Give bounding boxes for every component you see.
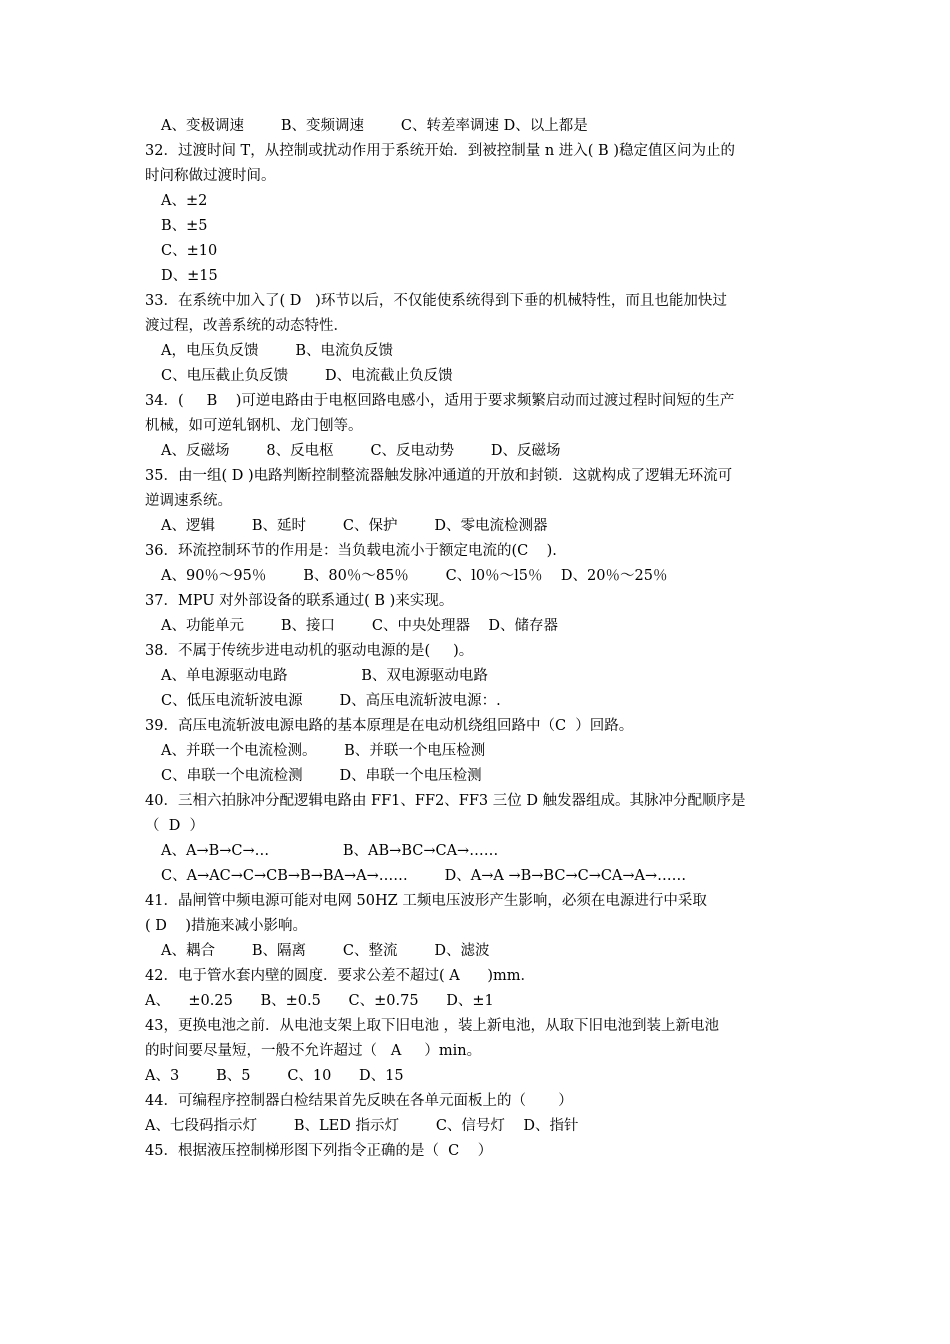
- question-text-line: 40．三相六拍脉冲分配逻辑电路由 FF1、FF2、FF3 三位 D 触发器组成。其脉冲分配顺序是: [145, 793, 746, 809]
- question-text-line: 39．高压电流斩波电源电路的基本原理是在电动机绕组回路中（C ）回路。: [145, 718, 634, 734]
- question-text-line: 33．在系统中加入了( D )环节以后，不仅能使系统得到下垂的机械特性，而且也能加快过: [145, 293, 727, 309]
- answer-option-line: A、逻辑 B、延时 C、保护 D、零电流检测器: [161, 518, 548, 534]
- question-text-line: A、 ±0.25 B、±0.5 C、±0.75 D、±1: [145, 993, 494, 1009]
- question-text-line: 34．( B )可逆电路由于电枢回路电感小，适用于要求频繁启动而过渡过程时间短的生产: [145, 393, 735, 409]
- question-text-line: ( D )措施来减小影响。: [145, 918, 307, 934]
- question-text-line: 渡过程，改善系统的动态特性．: [145, 318, 348, 334]
- question-text-line: 38．不属于传统步进电动机的驱动电源的是( )。: [145, 643, 474, 659]
- answer-option-line: A、耦合 B、隔离 C、整流 D、滤波: [161, 943, 490, 959]
- answer-option-line: B、±5: [161, 218, 208, 234]
- question-text-line: 逆调速系统。: [145, 493, 232, 509]
- answer-option-line: C、A→AC→C→CB→B→BA→A→…… D、A→A →B→BC→C→CA→A→……: [161, 868, 687, 884]
- question-text-line: 45．根据液压控制梯形图下列指令正确的是（ C ）: [145, 1143, 493, 1159]
- question-text-line: 32．过渡时间 T，从控制或扰动作用于系统开始．到被控制量 n 进入( B )稳定值区问为止的: [145, 143, 735, 159]
- answer-option-line: C、串联一个电流检测 D、串联一个电压检测: [161, 768, 482, 784]
- question-text-line: 35．由一组( D )电路判断控制整流器触发脉冲通道的开放和封锁．这就构成了逻辑无环流可: [145, 468, 733, 484]
- question-text-line: 机械，如可逆轧钢机、龙门刨等。: [145, 418, 363, 434]
- question-text-line: 41．晶闸管中频电源可能对电网 50HZ 工频电压波形产生影响，必须在电源进行中采取: [145, 893, 707, 909]
- question-text-line: （ D ）: [145, 818, 205, 834]
- question-text-line: 44．可编程序控制器白检结果首先反映在各单元面板上的（ ）: [145, 1093, 573, 1109]
- answer-option-line: C、低压电流斩波电源 D、高压电流斩波电源：.: [161, 693, 501, 709]
- answer-option-line: A、并联一个电流检测。 B、并联一个电压检测: [161, 743, 486, 759]
- answer-option-line: A、90％～95％ B、80％～85％ C、l0％～l5％ D、20％～25％: [161, 568, 668, 584]
- answer-option-line: C、电压截止负反馈 D、电流截止负反馈: [161, 368, 453, 384]
- question-text-line: A、七段码指示灯 B、LED 指示灯 C、信号灯 D、指针: [145, 1118, 579, 1134]
- answer-option-line: A、反磁场 8、反电枢 C、反电动势 D、反磁场: [161, 443, 561, 459]
- answer-option-line: A、功能单元 B、接口 C、中央处理器 D、储存器: [161, 618, 559, 634]
- answer-option-line: A、A→B→C→… B、AB→BC→CA→……: [161, 843, 499, 859]
- answer-option-line: A、±2: [161, 193, 208, 209]
- question-text-line: 的时间要尽量短，一般不允许超过（ A ）min。: [145, 1043, 482, 1059]
- question-text-line: 时问称做过渡时间。: [145, 168, 276, 184]
- question-text-line: A、3 B、5 C、10 D、15: [145, 1068, 404, 1084]
- question-text-line: 42．电于管水套内壁的圆度．要求公差不超过( A )mm．: [145, 968, 535, 984]
- question-text-line: 43，更换电池之前．从电池支架上取下旧电池 ，装上新电池，从取下旧电池到装上新电池: [145, 1018, 720, 1034]
- document-page: [145, 114, 815, 1164]
- answer-option-line: D、±15: [161, 268, 218, 284]
- question-text-line: 37．MPU 对外部设备的联系通过( B )来实现。: [145, 593, 454, 609]
- question-text-line: 36．环流控制环节的作用是：当负载电流小于额定电流的(C ).: [145, 543, 557, 559]
- answer-option-line: A、单电源驱动电路 B、双电源驱动电路: [161, 668, 488, 684]
- answer-option-line: A，电压负反馈 B、电流负反馈: [161, 343, 393, 359]
- answer-option-line: A、变极调速 B、变频调速 C、转差率调速 D、以上都是: [161, 118, 588, 134]
- answer-option-line: C、±10: [161, 243, 218, 259]
